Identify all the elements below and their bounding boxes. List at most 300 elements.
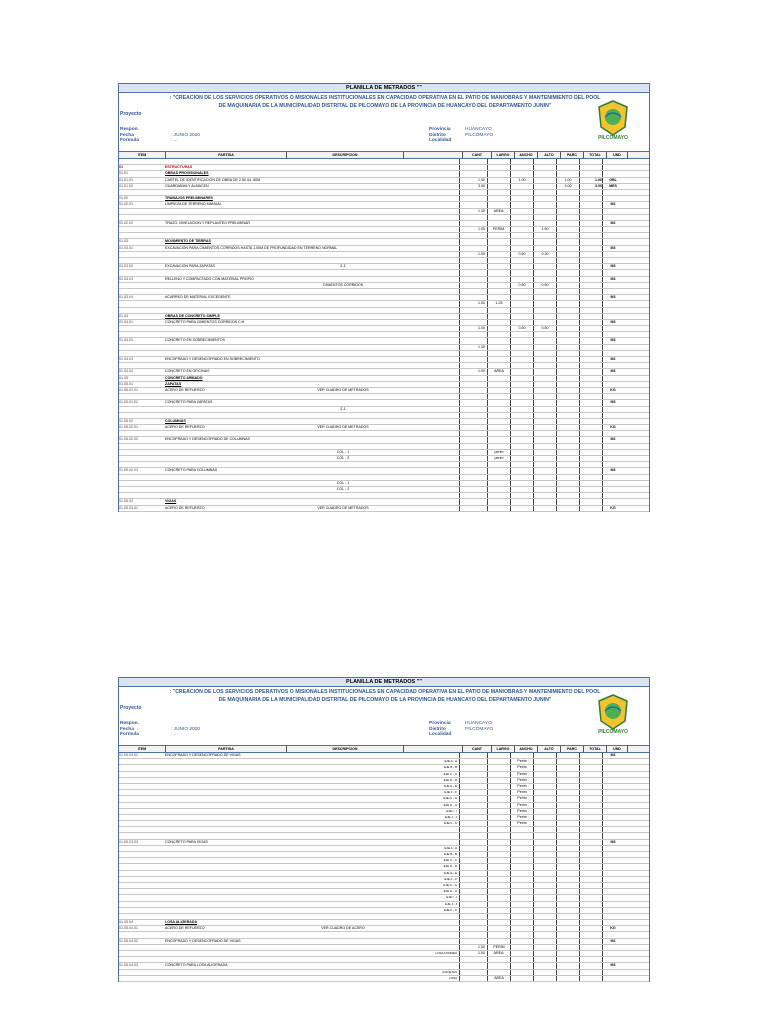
- meta-value: : ...: [171, 138, 178, 144]
- cell-und: [602, 394, 623, 399]
- cell-desc: [285, 252, 401, 257]
- cell-parc: [556, 809, 579, 814]
- cell-largo: [487, 221, 510, 226]
- cell-ancho: Perim: [510, 759, 533, 764]
- cell-alto: 1.50: [533, 227, 556, 232]
- cell-b: [401, 462, 459, 467]
- location-value: PILCOMAYO: [465, 726, 494, 732]
- cell-alto: [533, 957, 556, 962]
- column-header-row: [118, 152, 650, 159]
- cell-cant: [459, 920, 487, 925]
- cell-item: [119, 258, 165, 263]
- cell-und: KG: [602, 425, 623, 430]
- cell-total: [579, 450, 602, 455]
- cell-total: [579, 388, 602, 393]
- cell-cant: [459, 450, 487, 455]
- cell-desc: [285, 184, 401, 189]
- cell-desc: [285, 840, 401, 845]
- cell-desc: [285, 444, 401, 449]
- cell-parc: [556, 369, 579, 374]
- cell-ancho: [510, 895, 533, 900]
- col-ancho: ANCHO: [515, 746, 538, 752]
- cell-alto: [533, 388, 556, 393]
- cell-cant: [459, 790, 487, 795]
- cell-parc: [556, 289, 579, 294]
- col-descripcion: DESCRIPCION: [287, 152, 404, 158]
- cell-parc: [556, 264, 579, 269]
- cell-cant: [459, 963, 487, 968]
- cell-ancho: [510, 221, 533, 226]
- cell-parc: [556, 407, 579, 412]
- cell-partida: [165, 450, 285, 455]
- cell-parc: [556, 475, 579, 480]
- cell-ancho: [510, 450, 533, 455]
- cell-partida: [165, 487, 285, 492]
- cell-b: EJE E - E: [443, 783, 457, 788]
- cell-cant: [459, 846, 487, 851]
- cell-parc: [556, 270, 579, 275]
- cell-ancho: [510, 394, 533, 399]
- cell-desc: [285, 877, 401, 882]
- cell-b: [401, 190, 459, 195]
- location-labels: [429, 721, 451, 738]
- cell-total: [579, 481, 602, 486]
- cell-ancho: [510, 753, 533, 758]
- cell-alto: [533, 233, 556, 238]
- cell-parc: [556, 957, 579, 962]
- cell-total: 3.00: [579, 184, 602, 189]
- cell-alto: [533, 301, 556, 306]
- cell-largo: AREA:: [487, 951, 510, 956]
- cell-total: [579, 338, 602, 343]
- cell-item: [119, 772, 165, 777]
- cell-und: M2: [602, 753, 623, 758]
- cell-partida: ESTRUCTURAS: [165, 165, 193, 170]
- cell-b: [401, 400, 459, 405]
- cell-largo: [487, 852, 510, 857]
- cell-item: [119, 283, 165, 288]
- cell-alto: [533, 945, 556, 950]
- cell-desc: [285, 889, 401, 894]
- cell-cant: [459, 462, 487, 467]
- cell-parc: [556, 827, 579, 832]
- cell-largo: [487, 239, 510, 244]
- cell-partida: CONCRETO PARA VIGAS: [165, 839, 208, 844]
- cell-total: [579, 289, 602, 294]
- cell-item: 01.05.04.02: [119, 938, 138, 943]
- cell-parc: [556, 190, 579, 195]
- cell-ancho: [510, 864, 533, 869]
- cell-item: [119, 790, 165, 795]
- cell-total: [579, 753, 602, 758]
- cell-b: [401, 376, 459, 381]
- cell-total: [579, 369, 602, 374]
- cell-ancho: [510, 437, 533, 442]
- cell-und: [602, 431, 623, 436]
- cell-desc: [285, 784, 401, 789]
- cell-item: 01.01.01: [119, 177, 133, 182]
- cell-item: 01.02.01: [119, 202, 133, 207]
- cell-cant: [459, 456, 487, 461]
- cell-cant: [459, 425, 487, 430]
- cell-item: [119, 803, 165, 808]
- cell-alto: [533, 833, 556, 838]
- cell-total: [579, 264, 602, 269]
- cell-alto: [533, 809, 556, 814]
- cell-alto: [533, 827, 556, 832]
- cell-alto: [533, 407, 556, 412]
- cell-parc: [556, 908, 579, 913]
- cell-largo: [487, 351, 510, 356]
- cell-largo: [487, 407, 510, 412]
- cell-und: [602, 499, 623, 504]
- cell-ancho: [510, 258, 533, 263]
- cell-b: [401, 227, 459, 232]
- cell-item: [119, 871, 165, 876]
- cell-partida: [165, 462, 285, 467]
- cell-total: [579, 790, 602, 795]
- cell-desc: [285, 209, 401, 214]
- cell-ancho: 1.00: [510, 178, 533, 183]
- cell-desc: [285, 345, 401, 350]
- cell-b: [401, 431, 459, 436]
- cell-partida: CONCRETO PARA CIMIENTOS CORRIDOS C:H: [165, 319, 245, 324]
- cell-partida: [165, 270, 285, 275]
- col-und: UND: [607, 152, 628, 158]
- cell-item: [119, 345, 165, 350]
- cell-cant: [459, 357, 487, 362]
- cell-item: [119, 778, 165, 783]
- cell-und: [602, 858, 623, 863]
- cell-item: [119, 784, 165, 789]
- cell-b: [401, 369, 459, 374]
- cell-cant: [459, 877, 487, 882]
- cell-largo: [487, 468, 510, 473]
- cell-und: M3: [602, 264, 623, 269]
- cell-item: 01.05.02.03: [119, 468, 138, 473]
- cell-und: [602, 790, 623, 795]
- cell-partida: [165, 289, 285, 294]
- cell-b: [401, 209, 459, 214]
- cell-item: [119, 951, 165, 956]
- cell-desc: [285, 301, 401, 306]
- cell-alto: [533, 314, 556, 319]
- cell-ancho: [510, 351, 533, 356]
- cell-und: [602, 376, 623, 381]
- cell-parc: [556, 431, 579, 436]
- cell-largo: [487, 506, 510, 511]
- cell-partida: [165, 301, 285, 306]
- cell-partida: [165, 233, 285, 238]
- cell-ancho: [510, 444, 533, 449]
- cell-b: [401, 326, 459, 331]
- cell-partida: [165, 945, 285, 950]
- cell-partida: [165, 796, 285, 801]
- cell-item: [119, 914, 165, 919]
- cell-desc: [285, 976, 401, 981]
- cell-item: 01.05.04.01: [119, 926, 138, 931]
- cell-item: [119, 332, 165, 337]
- meta-label: Formula: [120, 138, 139, 144]
- cell-ancho: [510, 196, 533, 201]
- cell-parc: [556, 920, 579, 925]
- col-alto: ALTO: [538, 746, 561, 752]
- cell-ancho: 0.50: [510, 326, 533, 331]
- cell-cant: [459, 481, 487, 486]
- cell-item: [119, 889, 165, 894]
- cell-desc: [285, 258, 401, 263]
- cell-item: [119, 431, 165, 436]
- cell-parc: [556, 815, 579, 820]
- cell-item: [119, 957, 165, 962]
- cell-und: [602, 159, 623, 164]
- cell-ancho: Perim: [510, 809, 533, 814]
- cell-total: [579, 419, 602, 424]
- col-largo: LARGO: [492, 152, 515, 158]
- cell-desc: [285, 338, 401, 343]
- cell-total: [579, 809, 602, 814]
- cell-und: [602, 481, 623, 486]
- cell-ancho: [510, 871, 533, 876]
- cell-b: [401, 827, 459, 832]
- cell-und: [602, 196, 623, 201]
- cell-alto: [533, 462, 556, 467]
- cell-alto: [533, 846, 556, 851]
- cell-item: [119, 827, 165, 832]
- cell-total: [579, 499, 602, 504]
- cell-largo: [487, 165, 510, 170]
- cell-alto: [533, 450, 556, 455]
- cell-parc: [556, 215, 579, 220]
- cell-item: [119, 877, 165, 882]
- cell-ancho: [510, 289, 533, 294]
- cell-parc: [556, 252, 579, 257]
- cell-cant: [459, 437, 487, 442]
- cell-alto: 0.50: [533, 326, 556, 331]
- cell-und: [602, 487, 623, 492]
- cell-cant: 1.00: [459, 945, 487, 950]
- cell-und: [602, 233, 623, 238]
- cell-desc: [285, 227, 401, 232]
- cell-item: 01.03.04: [119, 295, 133, 300]
- cell-alto: [533, 963, 556, 968]
- cell-alto: [533, 456, 556, 461]
- location-value: HUANCAYO: [465, 721, 492, 726]
- cell-und: [602, 351, 623, 356]
- cell-parc: [556, 246, 579, 251]
- cell-parc: [556, 883, 579, 888]
- logo-text: PILCOMAYO: [598, 729, 628, 735]
- cell-desc: [285, 246, 401, 251]
- cell-largo: [487, 431, 510, 436]
- cell-partida: [165, 784, 285, 789]
- cell-b: EJE A - A: [444, 845, 457, 850]
- cell-partida: MOVIMIENTO DE TIERRAS: [165, 239, 211, 244]
- cell-total: [579, 827, 602, 832]
- cell-parc: [556, 413, 579, 418]
- cell-cant: [459, 815, 487, 820]
- cell-largo: [487, 394, 510, 399]
- cell-und: [602, 815, 623, 820]
- cell-partida: [165, 772, 285, 777]
- cell-parc: [556, 939, 579, 944]
- cell-ancho: [510, 852, 533, 857]
- cell-item: [119, 833, 165, 838]
- cell-b: [401, 308, 459, 313]
- cell-b: [401, 345, 459, 350]
- cell-total: [579, 871, 602, 876]
- cell-desc: [285, 462, 401, 467]
- cell-partida: [165, 864, 285, 869]
- cell-alto: [533, 926, 556, 931]
- cell-partida: ENCOFRADO Y DESENCOFRADO DE COLUMNAS: [165, 437, 250, 442]
- cell-desc: [285, 351, 401, 356]
- cell-partida: [165, 877, 285, 882]
- cell-b: [401, 945, 459, 950]
- cell-b: EJE A - A: [444, 759, 457, 764]
- cell-und: [602, 772, 623, 777]
- cell-ancho: [510, 487, 533, 492]
- cell-largo: [487, 425, 510, 430]
- cell-b: [401, 425, 459, 430]
- cell-alto: [533, 759, 556, 764]
- cell-alto: [533, 246, 556, 251]
- cell-b: [401, 270, 459, 275]
- cell-partida: OBRAS DE CONCRETO SIMPLE: [165, 313, 220, 318]
- cell-desc: [285, 759, 401, 764]
- meta-label: Respon.: [120, 721, 139, 726]
- cell-partida: [165, 883, 285, 888]
- cell-und: [602, 852, 623, 857]
- cell-alto: [533, 277, 556, 282]
- cell-b: EJE G - G: [443, 796, 457, 801]
- cell-b: [401, 419, 459, 424]
- cell-total: [579, 363, 602, 368]
- cell-desc: [285, 376, 401, 381]
- cell-ancho: Perim: [510, 772, 533, 777]
- cell-partida: CONCRETO EN SOBRECIMIENTOS: [165, 338, 225, 343]
- cell-parc: [556, 970, 579, 975]
- cell-ancho: [510, 506, 533, 511]
- cell-ancho: [510, 939, 533, 944]
- location-label: Provincia: [429, 721, 451, 726]
- cell-partida: [165, 326, 285, 331]
- cell-item: 01.04.01: [119, 319, 133, 324]
- cell-cant: 3.00: [459, 184, 487, 189]
- cell-partida: VIGAS: [165, 499, 177, 504]
- cell-ancho: [510, 945, 533, 950]
- cell-alto: [533, 772, 556, 777]
- cell-alto: [533, 332, 556, 337]
- cell-ancho: [510, 951, 533, 956]
- col-descripcion: DESCRIPCION: [287, 746, 404, 752]
- cell-ancho: [510, 270, 533, 275]
- cell-largo: [487, 864, 510, 869]
- cell-cant: [459, 926, 487, 931]
- cell-ancho: [510, 920, 533, 925]
- cell-cant: [459, 759, 487, 764]
- cell-desc: [285, 815, 401, 820]
- cell-cant: [459, 827, 487, 832]
- location-value: PILCOMAYO: [465, 132, 494, 138]
- cell-cant: [459, 493, 487, 498]
- cell-item: [119, 487, 165, 492]
- cell-b: [401, 165, 459, 170]
- cell-b: EJE D - D: [443, 777, 457, 782]
- cell-largo: [487, 759, 510, 764]
- cell-desc: [285, 468, 401, 473]
- cell-alto: [533, 264, 556, 269]
- cell-largo: [487, 796, 510, 801]
- col-parc: PARC: [561, 152, 584, 158]
- cell-und: M3: [602, 400, 623, 405]
- cell-partida: [165, 908, 285, 913]
- cell-b: [401, 363, 459, 368]
- cell-und: [602, 332, 623, 337]
- cell-desc: [285, 778, 401, 783]
- cell-partida: [165, 803, 285, 808]
- cell-parc: [556, 895, 579, 900]
- cell-ancho: [510, 431, 533, 436]
- cell-ancho: [510, 239, 533, 244]
- cell-desc: COL - 1: [336, 449, 350, 454]
- cell-partida: CONCRETO ARMADO: [165, 375, 203, 380]
- cell-und: [602, 419, 623, 424]
- cell-cant: [459, 772, 487, 777]
- cell-item: [119, 351, 165, 356]
- cell-parc: [556, 468, 579, 473]
- cell-item: [119, 270, 165, 275]
- cell-largo: [487, 772, 510, 777]
- cell-desc: [285, 314, 401, 319]
- cell-item: 01.05.01.01: [119, 387, 138, 392]
- cell-desc: [285, 178, 401, 183]
- cell-cant: [459, 196, 487, 201]
- cell-cant: 1.00: [459, 326, 487, 331]
- cell-ancho: [510, 926, 533, 931]
- cell-largo: [487, 908, 510, 913]
- cell-und: [602, 345, 623, 350]
- cell-desc: [285, 858, 401, 863]
- cell-total: [579, 190, 602, 195]
- cell-parc: [556, 283, 579, 288]
- cell-largo: [487, 821, 510, 826]
- cell-largo: [487, 833, 510, 838]
- cell-total: [579, 394, 602, 399]
- cell-item: 01.02.02: [119, 220, 133, 225]
- cell-item: [119, 932, 165, 937]
- cell-cant: [459, 270, 487, 275]
- cell-parc: [556, 462, 579, 467]
- location-label: Localidad: [429, 732, 452, 738]
- cell-b: [401, 506, 459, 511]
- cell-desc: [285, 437, 401, 442]
- cell-largo: [487, 233, 510, 238]
- cell-ancho: [510, 957, 533, 962]
- cell-und: M2: [602, 437, 623, 442]
- cell-ancho: [510, 846, 533, 851]
- cell-b: [401, 394, 459, 399]
- cell-b: [401, 314, 459, 319]
- cell-desc: [285, 215, 401, 220]
- cell-largo: PERIM.: [487, 227, 510, 232]
- cell-partida: [165, 475, 285, 480]
- cell-desc: VER CUADRO DE METRADOS: [317, 425, 369, 430]
- cell-parc: [556, 301, 579, 306]
- cell-largo: [487, 246, 510, 251]
- cell-desc: [285, 221, 401, 226]
- cell-largo: [487, 815, 510, 820]
